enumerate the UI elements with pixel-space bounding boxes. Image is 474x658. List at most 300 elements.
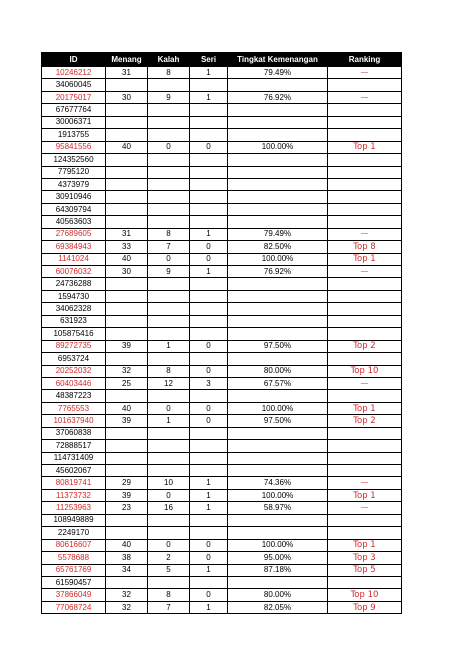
cell-id: 64309794 (42, 203, 106, 215)
cell-kalah (148, 104, 190, 116)
cell-kalah: 10 (148, 477, 190, 489)
cell-kalah: 16 (148, 502, 190, 514)
cell-seri (190, 129, 228, 141)
cell-id: 10246212 (42, 67, 106, 79)
cell-ranking: Top 2 (328, 340, 402, 352)
cell-kalah: 8 (148, 67, 190, 79)
table-row (42, 477, 402, 489)
header-row (42, 53, 402, 67)
cell-seri (190, 278, 228, 290)
cell-id: 72888517 (42, 440, 106, 452)
cell-id: 6953724 (42, 353, 106, 365)
cell-menang: 29 (106, 477, 148, 489)
cell-kalah (148, 178, 190, 190)
table-row (42, 539, 402, 551)
cell-seri (190, 303, 228, 315)
cell-id: 77068724 (42, 601, 106, 613)
table-row (42, 402, 402, 414)
cell-seri: 0 (190, 340, 228, 352)
cell-menang (106, 216, 148, 228)
cell-tingkat-kemenangan (228, 191, 328, 203)
cell-tingkat-kemenangan: 87.18% (228, 564, 328, 576)
cell-tingkat-kemenangan: 97.50% (228, 415, 328, 427)
table-row (42, 427, 402, 439)
cell-seri: 1 (190, 489, 228, 501)
cell-id: 30006371 (42, 116, 106, 128)
cell-tingkat-kemenangan (228, 104, 328, 116)
cell-ranking (328, 353, 402, 365)
cell-tingkat-kemenangan: 100.00% (228, 402, 328, 414)
cell-id: 80616607 (42, 539, 106, 551)
table-row (42, 340, 402, 352)
cell-kalah: 7 (148, 241, 190, 253)
cell-tingkat-kemenangan: 80.00% (228, 365, 328, 377)
cell-tingkat-kemenangan (228, 465, 328, 477)
cell-seri: 1 (190, 601, 228, 613)
cell-seri (190, 390, 228, 402)
table-row (42, 415, 402, 427)
cell-tingkat-kemenangan (228, 440, 328, 452)
cell-seri: 0 (190, 539, 228, 551)
cell-tingkat-kemenangan: 82.50% (228, 241, 328, 253)
cell-menang: 32 (106, 365, 148, 377)
cell-ranking: Top 1 (328, 402, 402, 414)
cell-seri: 1 (190, 91, 228, 103)
cell-id: 69384943 (42, 241, 106, 253)
cell-id: 48387223 (42, 390, 106, 402)
cell-id: 631923 (42, 315, 106, 327)
cell-tingkat-kemenangan: 82.05% (228, 601, 328, 613)
cell-seri: 0 (190, 365, 228, 377)
cell-tingkat-kemenangan: 97.50% (228, 340, 328, 352)
cell-ranking: Top 1 (328, 253, 402, 265)
cell-menang: 30 (106, 266, 148, 278)
cell-kalah (148, 514, 190, 526)
table-row (42, 141, 402, 153)
cell-menang: 30 (106, 91, 148, 103)
cell-seri: 0 (190, 141, 228, 153)
cell-menang: 39 (106, 489, 148, 501)
cell-ranking: — (328, 377, 402, 389)
cell-kalah (148, 278, 190, 290)
cell-id: 114731409 (42, 452, 106, 464)
table-row (42, 266, 402, 278)
cell-id: 89272735 (42, 340, 106, 352)
cell-tingkat-kemenangan (228, 278, 328, 290)
cell-kalah: 1 (148, 340, 190, 352)
cell-tingkat-kemenangan: 79.49% (228, 67, 328, 79)
cell-seri (190, 203, 228, 215)
cell-ranking (328, 191, 402, 203)
cell-kalah: 8 (148, 228, 190, 240)
cell-tingkat-kemenangan (228, 216, 328, 228)
cell-tingkat-kemenangan (228, 303, 328, 315)
cell-id: 4373979 (42, 178, 106, 190)
cell-kalah: 1 (148, 415, 190, 427)
cell-menang (106, 154, 148, 166)
cell-tingkat-kemenangan (228, 390, 328, 402)
cell-seri: 0 (190, 402, 228, 414)
cell-menang: 38 (106, 552, 148, 564)
table-row (42, 104, 402, 116)
cell-ranking (328, 427, 402, 439)
cell-seri (190, 154, 228, 166)
cell-kalah: 0 (148, 402, 190, 414)
cell-id: 60403446 (42, 377, 106, 389)
cell-tingkat-kemenangan (228, 315, 328, 327)
cell-seri (190, 116, 228, 128)
cell-kalah: 0 (148, 253, 190, 265)
cell-id: 2249170 (42, 527, 106, 539)
cell-id: 95841556 (42, 141, 106, 153)
cell-kalah (148, 576, 190, 588)
cell-kalah (148, 440, 190, 452)
cell-ranking: — (328, 91, 402, 103)
table-row (42, 303, 402, 315)
cell-menang (106, 278, 148, 290)
cell-kalah (148, 290, 190, 302)
cell-ranking: — (328, 228, 402, 240)
cell-menang (106, 290, 148, 302)
cell-ranking (328, 154, 402, 166)
cell-menang (106, 328, 148, 340)
table-row (42, 203, 402, 215)
table-row (42, 502, 402, 514)
cell-seri (190, 166, 228, 178)
cell-menang: 25 (106, 377, 148, 389)
table-row (42, 241, 402, 253)
cell-seri: 1 (190, 477, 228, 489)
cell-id: 34060045 (42, 79, 106, 91)
cell-seri (190, 452, 228, 464)
cell-tingkat-kemenangan: 58.97% (228, 502, 328, 514)
cell-menang (106, 104, 148, 116)
cell-seri (190, 104, 228, 116)
cell-id: 37866049 (42, 589, 106, 601)
cell-seri: 0 (190, 415, 228, 427)
cell-ranking: — (328, 502, 402, 514)
cell-tingkat-kemenangan (228, 527, 328, 539)
cell-tingkat-kemenangan (228, 178, 328, 190)
cell-id: 65761769 (42, 564, 106, 576)
cell-ranking: — (328, 266, 402, 278)
cell-ranking (328, 465, 402, 477)
cell-ranking: Top 3 (328, 552, 402, 564)
cell-menang (106, 390, 148, 402)
table-row (42, 278, 402, 290)
table-row (42, 465, 402, 477)
cell-ranking (328, 178, 402, 190)
cell-ranking: — (328, 477, 402, 489)
cell-ranking (328, 166, 402, 178)
cell-tingkat-kemenangan: 80.00% (228, 589, 328, 601)
cell-kalah (148, 527, 190, 539)
cell-seri (190, 328, 228, 340)
table-row (42, 489, 402, 501)
cell-ranking: Top 1 (328, 141, 402, 153)
table-row (42, 79, 402, 91)
cell-seri (190, 527, 228, 539)
cell-kalah: 0 (148, 489, 190, 501)
cell-menang: 32 (106, 601, 148, 613)
cell-tingkat-kemenangan: 76.92% (228, 91, 328, 103)
cell-id: 61590457 (42, 576, 106, 588)
table-row (42, 589, 402, 601)
cell-kalah (148, 154, 190, 166)
cell-id: 7765553 (42, 402, 106, 414)
cell-ranking (328, 79, 402, 91)
cell-menang (106, 452, 148, 464)
cell-ranking (328, 576, 402, 588)
cell-ranking (328, 216, 402, 228)
cell-ranking (328, 278, 402, 290)
cell-kalah: 2 (148, 552, 190, 564)
cell-kalah: 5 (148, 564, 190, 576)
cell-seri (190, 576, 228, 588)
cell-seri (190, 191, 228, 203)
cell-ranking (328, 104, 402, 116)
table-row (42, 328, 402, 340)
cell-kalah (148, 203, 190, 215)
cell-seri (190, 290, 228, 302)
cell-tingkat-kemenangan (228, 290, 328, 302)
cell-tingkat-kemenangan (228, 514, 328, 526)
cell-seri: 0 (190, 589, 228, 601)
cell-id: 5578688 (42, 552, 106, 564)
table-row (42, 440, 402, 452)
cell-id: 101637940 (42, 415, 106, 427)
cell-kalah: 8 (148, 589, 190, 601)
cell-kalah: 7 (148, 601, 190, 613)
cell-tingkat-kemenangan (228, 203, 328, 215)
cell-ranking: Top 9 (328, 601, 402, 613)
cell-menang: 40 (106, 141, 148, 153)
header-id: ID (42, 53, 106, 67)
table-row (42, 452, 402, 464)
cell-menang (106, 465, 148, 477)
cell-id: 7795120 (42, 166, 106, 178)
cell-ranking (328, 514, 402, 526)
cell-ranking: Top 5 (328, 564, 402, 576)
cell-seri: 0 (190, 552, 228, 564)
cell-seri (190, 315, 228, 327)
cell-tingkat-kemenangan: 100.00% (228, 539, 328, 551)
cell-kalah (148, 315, 190, 327)
cell-tingkat-kemenangan: 100.00% (228, 141, 328, 153)
cell-menang (106, 166, 148, 178)
cell-ranking (328, 303, 402, 315)
cell-id: 20252032 (42, 365, 106, 377)
cell-seri: 1 (190, 228, 228, 240)
cell-menang (106, 303, 148, 315)
table-row (42, 315, 402, 327)
cell-kalah: 12 (148, 377, 190, 389)
cell-seri (190, 216, 228, 228)
table-row (42, 365, 402, 377)
cell-seri: 1 (190, 502, 228, 514)
cell-tingkat-kemenangan: 100.00% (228, 489, 328, 501)
cell-ranking (328, 129, 402, 141)
header-ranking: Ranking (328, 53, 402, 67)
header-menang: Menang (106, 53, 148, 67)
cell-tingkat-kemenangan (228, 353, 328, 365)
cell-kalah (148, 191, 190, 203)
cell-id: 11373732 (42, 489, 106, 501)
header-seri: Seri (190, 53, 228, 67)
table-row (42, 129, 402, 141)
cell-seri (190, 427, 228, 439)
cell-tingkat-kemenangan: 95.00% (228, 552, 328, 564)
table-row (42, 67, 402, 79)
cell-ranking (328, 290, 402, 302)
cell-kalah (148, 465, 190, 477)
cell-menang (106, 427, 148, 439)
cell-ranking: Top 1 (328, 489, 402, 501)
cell-id: 67677764 (42, 104, 106, 116)
cell-tingkat-kemenangan (228, 452, 328, 464)
cell-kalah (148, 216, 190, 228)
cell-id: 80819741 (42, 477, 106, 489)
table-row (42, 353, 402, 365)
cell-seri: 1 (190, 67, 228, 79)
cell-ranking: — (328, 67, 402, 79)
cell-kalah (148, 166, 190, 178)
cell-kalah (148, 116, 190, 128)
cell-id: 1141024 (42, 253, 106, 265)
cell-tingkat-kemenangan (228, 79, 328, 91)
table-row (42, 154, 402, 166)
cell-menang: 31 (106, 67, 148, 79)
cell-id: 108949889 (42, 514, 106, 526)
table-row (42, 601, 402, 613)
table-row (42, 564, 402, 576)
cell-menang: 31 (106, 228, 148, 240)
cell-id: 124352560 (42, 154, 106, 166)
cell-kalah (148, 129, 190, 141)
header-kalah: Kalah (148, 53, 190, 67)
cell-kalah: 0 (148, 539, 190, 551)
cell-id: 34062328 (42, 303, 106, 315)
cell-ranking: Top 1 (328, 539, 402, 551)
table-row (42, 527, 402, 539)
cell-tingkat-kemenangan: 100.00% (228, 253, 328, 265)
cell-seri: 3 (190, 377, 228, 389)
cell-seri: 0 (190, 253, 228, 265)
cell-id: 24736288 (42, 278, 106, 290)
cell-seri (190, 178, 228, 190)
results-table (41, 52, 402, 614)
cell-tingkat-kemenangan (228, 154, 328, 166)
cell-tingkat-kemenangan: 74.36% (228, 477, 328, 489)
cell-menang (106, 129, 148, 141)
cell-menang (106, 116, 148, 128)
cell-ranking: Top 10 (328, 589, 402, 601)
cell-menang: 34 (106, 564, 148, 576)
cell-id: 60076032 (42, 266, 106, 278)
cell-tingkat-kemenangan: 76.92% (228, 266, 328, 278)
cell-tingkat-kemenangan (228, 427, 328, 439)
cell-menang (106, 178, 148, 190)
cell-menang (106, 79, 148, 91)
cell-kalah (148, 303, 190, 315)
table-row (42, 178, 402, 190)
cell-ranking (328, 452, 402, 464)
cell-id: 30910946 (42, 191, 106, 203)
cell-seri (190, 514, 228, 526)
cell-ranking (328, 328, 402, 340)
table-row (42, 166, 402, 178)
table-row (42, 216, 402, 228)
cell-menang: 32 (106, 589, 148, 601)
table-row (42, 91, 402, 103)
cell-tingkat-kemenangan (228, 576, 328, 588)
cell-tingkat-kemenangan: 79.49% (228, 228, 328, 240)
cell-ranking: Top 8 (328, 241, 402, 253)
cell-menang: 23 (106, 502, 148, 514)
table-row (42, 290, 402, 302)
table-row (42, 228, 402, 240)
cell-ranking (328, 440, 402, 452)
table-row (42, 552, 402, 564)
cell-tingkat-kemenangan: 67.57% (228, 377, 328, 389)
cell-ranking: Top 2 (328, 415, 402, 427)
cell-kalah: 9 (148, 91, 190, 103)
cell-seri (190, 79, 228, 91)
cell-id: 105875416 (42, 328, 106, 340)
cell-seri (190, 465, 228, 477)
cell-menang (106, 353, 148, 365)
cell-ranking (328, 116, 402, 128)
cell-menang (106, 527, 148, 539)
cell-menang: 33 (106, 241, 148, 253)
cell-menang (106, 514, 148, 526)
cell-tingkat-kemenangan (228, 166, 328, 178)
cell-id: 45602067 (42, 465, 106, 477)
cell-ranking (328, 527, 402, 539)
cell-tingkat-kemenangan (228, 116, 328, 128)
header-tingkat-kemenangan: Tingkat Kemenangan (228, 53, 328, 67)
cell-kalah (148, 353, 190, 365)
cell-tingkat-kemenangan (228, 129, 328, 141)
table-row (42, 191, 402, 203)
cell-menang (106, 191, 148, 203)
cell-seri: 0 (190, 241, 228, 253)
cell-menang (106, 440, 148, 452)
table-row (42, 253, 402, 265)
cell-kalah (148, 427, 190, 439)
cell-id: 40563603 (42, 216, 106, 228)
table-row (42, 377, 402, 389)
cell-menang: 40 (106, 539, 148, 551)
cell-menang: 39 (106, 415, 148, 427)
cell-id: 27689605 (42, 228, 106, 240)
cell-tingkat-kemenangan (228, 328, 328, 340)
cell-seri: 1 (190, 266, 228, 278)
cell-kalah: 0 (148, 141, 190, 153)
cell-seri (190, 353, 228, 365)
cell-ranking (328, 203, 402, 215)
cell-id: 1913755 (42, 129, 106, 141)
cell-seri: 1 (190, 564, 228, 576)
cell-ranking (328, 390, 402, 402)
cell-id: 11253963 (42, 502, 106, 514)
cell-menang (106, 315, 148, 327)
cell-kalah: 8 (148, 365, 190, 377)
table-body (42, 67, 402, 614)
cell-id: 37060838 (42, 427, 106, 439)
table-row (42, 576, 402, 588)
cell-menang (106, 203, 148, 215)
